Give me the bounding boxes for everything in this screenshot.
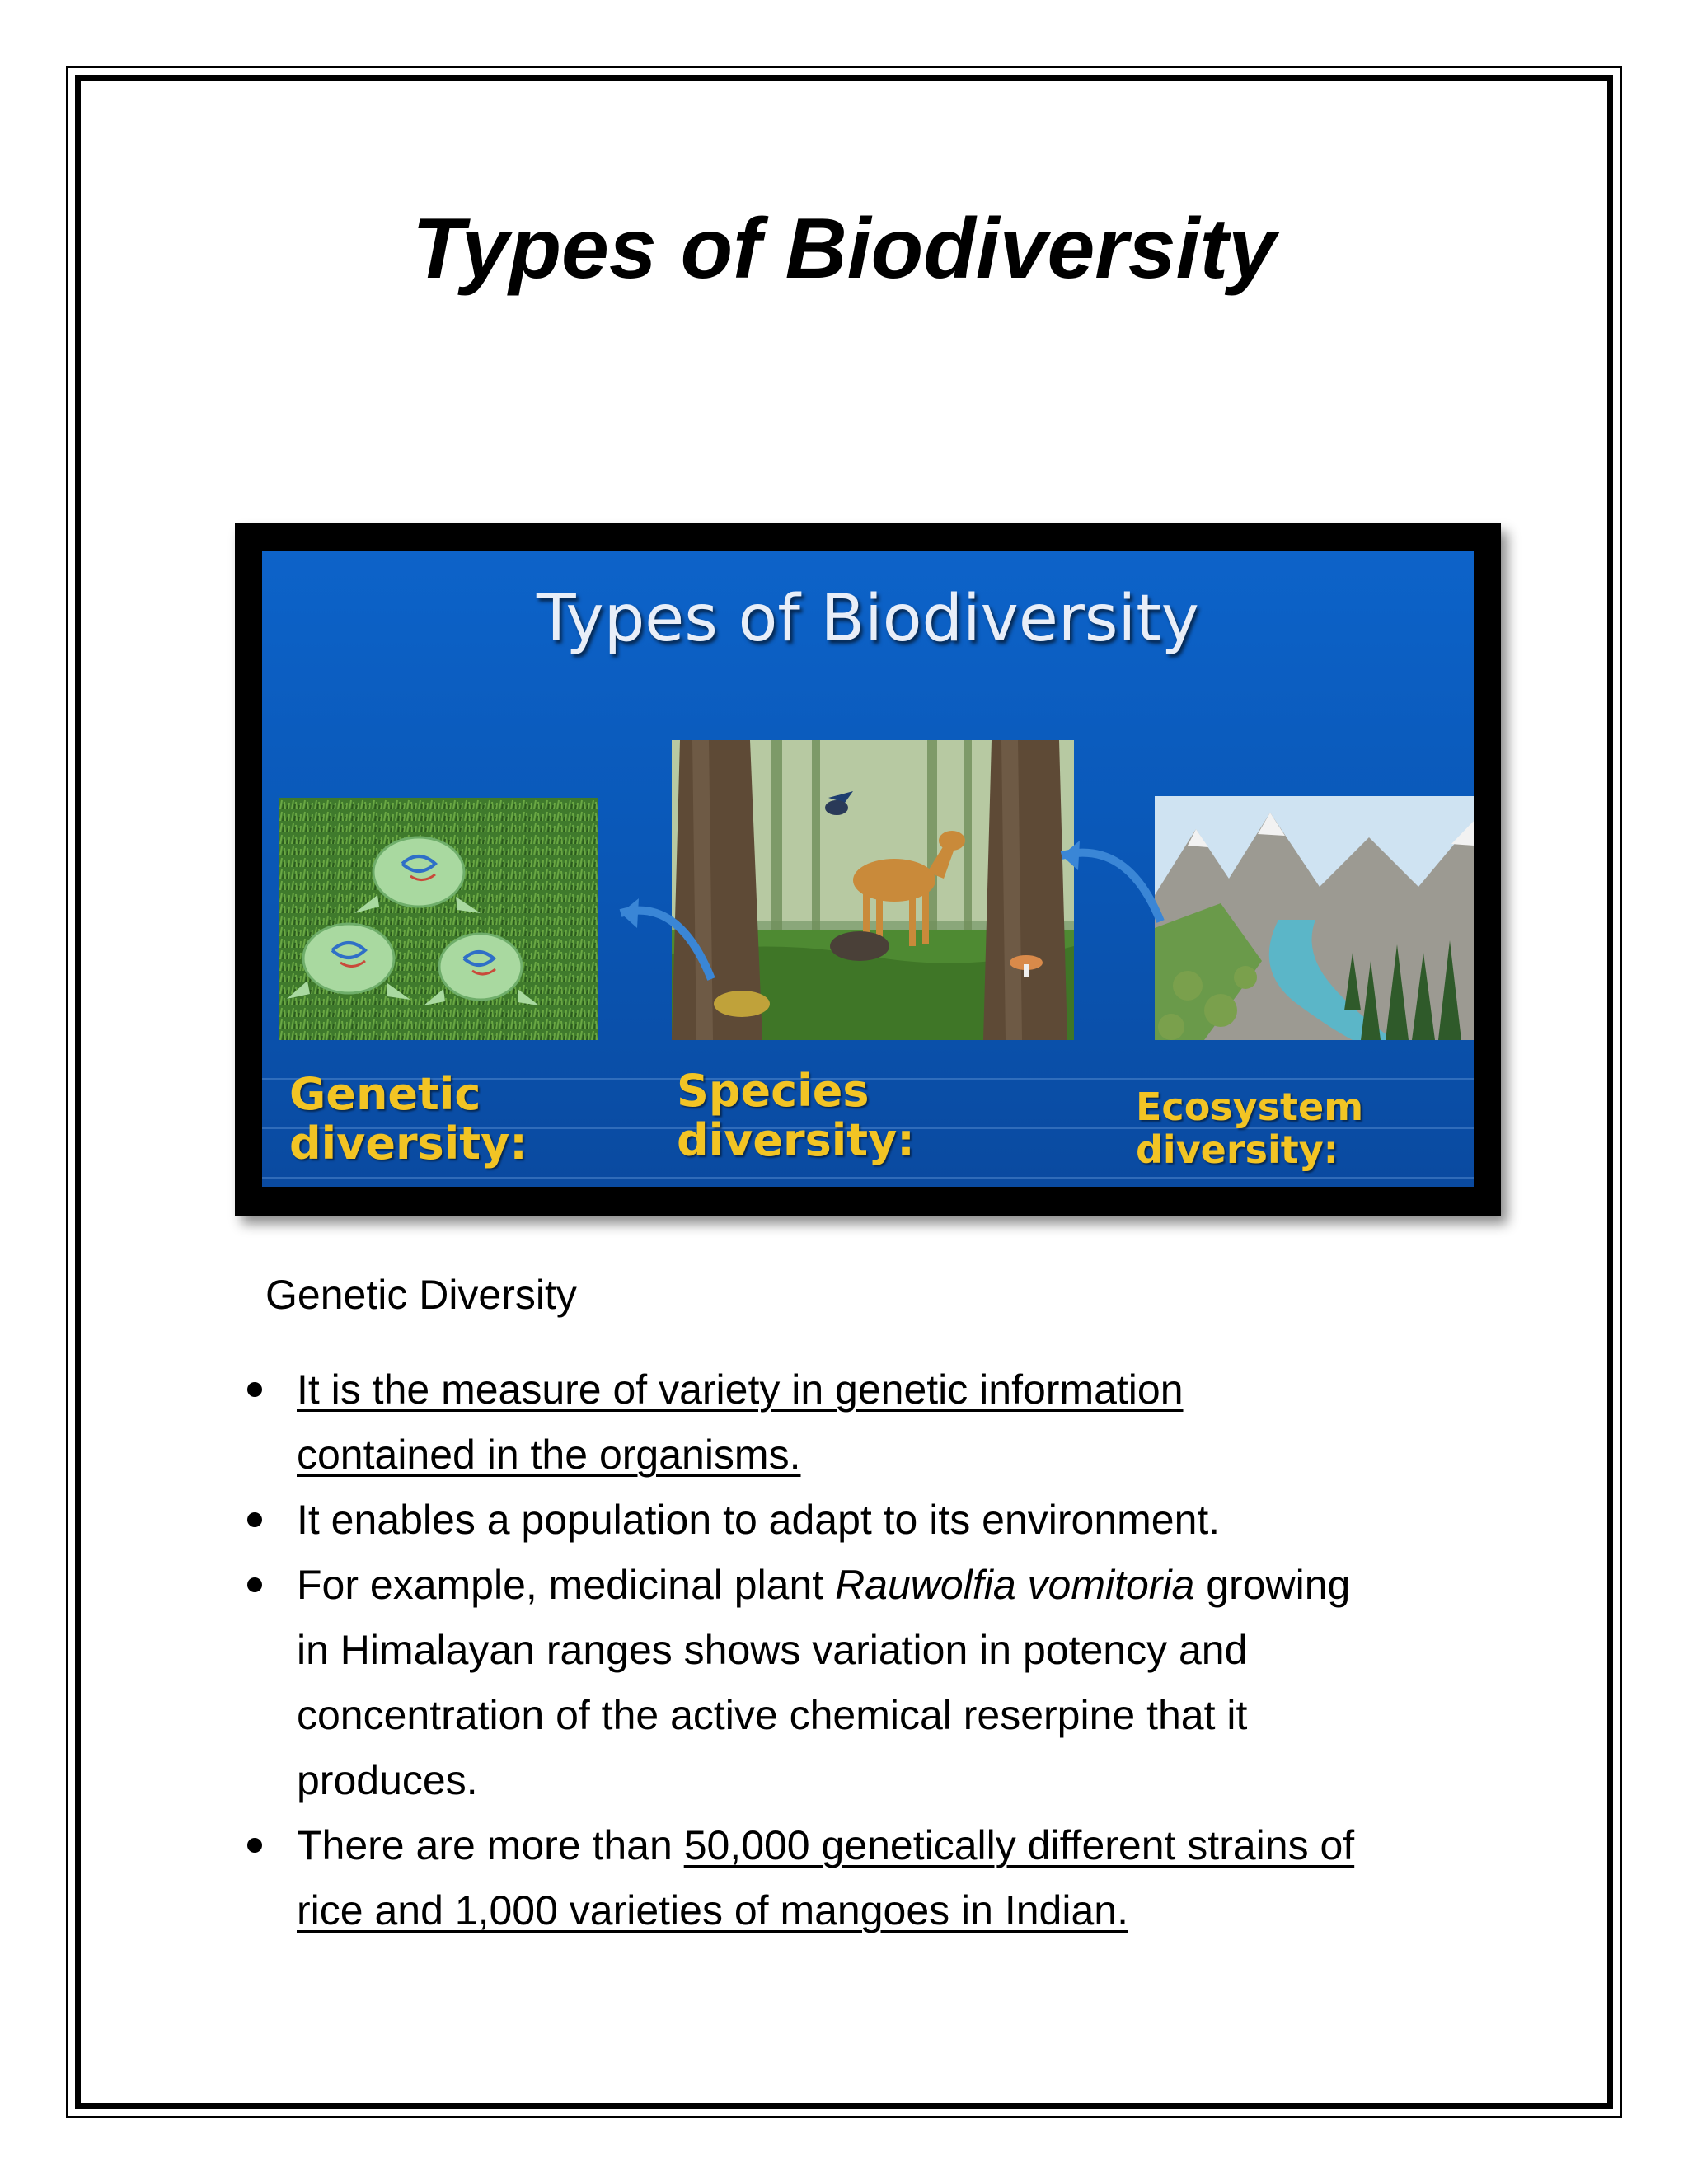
species-diversity-picture xyxy=(672,740,1074,1040)
bullet-list xyxy=(247,1357,1517,1943)
label-line: diversity: xyxy=(677,1114,915,1167)
arrow-left-icon xyxy=(588,864,720,987)
slide-title: Types of Biodiversity xyxy=(537,582,1199,656)
bullet-text: There are more than xyxy=(297,1822,684,1868)
list-item xyxy=(247,1488,1517,1553)
list-item xyxy=(247,1357,1517,1488)
bullet-text: It is the measure of variety in genetic information xyxy=(297,1366,1184,1413)
genetic-diversity-label xyxy=(289,1070,528,1169)
slide-canvas xyxy=(262,551,1474,1187)
bullet-text: It enables a population to adapt to its environment. xyxy=(297,1497,1221,1543)
section-heading: Genetic Diversity xyxy=(265,1272,577,1318)
document-title: Types of Biodiversity xyxy=(412,201,1276,297)
label-line: Species xyxy=(677,1065,870,1117)
bullet-text: rice and 1,000 varieties of mangoes in Indian. xyxy=(297,1887,1128,1933)
list-item xyxy=(247,1813,1517,1943)
arrow-left-icon xyxy=(1020,823,1169,938)
bullet-text: in Himalayan ranges shows variation in potency and xyxy=(297,1627,1248,1673)
label-line: Genetic xyxy=(289,1068,481,1120)
ecosystem-diversity-picture xyxy=(1155,796,1474,1040)
bullet-text: For example, medicinal plant xyxy=(297,1562,836,1608)
ecosystem-diversity-label xyxy=(1136,1086,1363,1171)
list-item xyxy=(247,1553,1517,1813)
slide-image xyxy=(235,523,1501,1216)
bullet-text: produces. xyxy=(297,1757,478,1803)
bullet-text: concentration of the active chemical reserpine that it xyxy=(297,1692,1248,1738)
bullet-text: contained in the organisms. xyxy=(297,1432,801,1478)
slide-grid-line xyxy=(262,1177,1474,1179)
label-line: diversity: xyxy=(289,1118,528,1170)
genetic-diversity-picture xyxy=(279,798,598,1040)
bullet-text: 50,000 genetically different strains of xyxy=(683,1822,1355,1868)
species-diversity-label xyxy=(677,1066,915,1166)
label-line: diversity: xyxy=(1136,1127,1339,1172)
bullet-text: growing xyxy=(1194,1562,1351,1608)
species-name: Rauwolfia vomitoria xyxy=(835,1562,1195,1608)
label-line: Ecosystem xyxy=(1136,1085,1364,1129)
